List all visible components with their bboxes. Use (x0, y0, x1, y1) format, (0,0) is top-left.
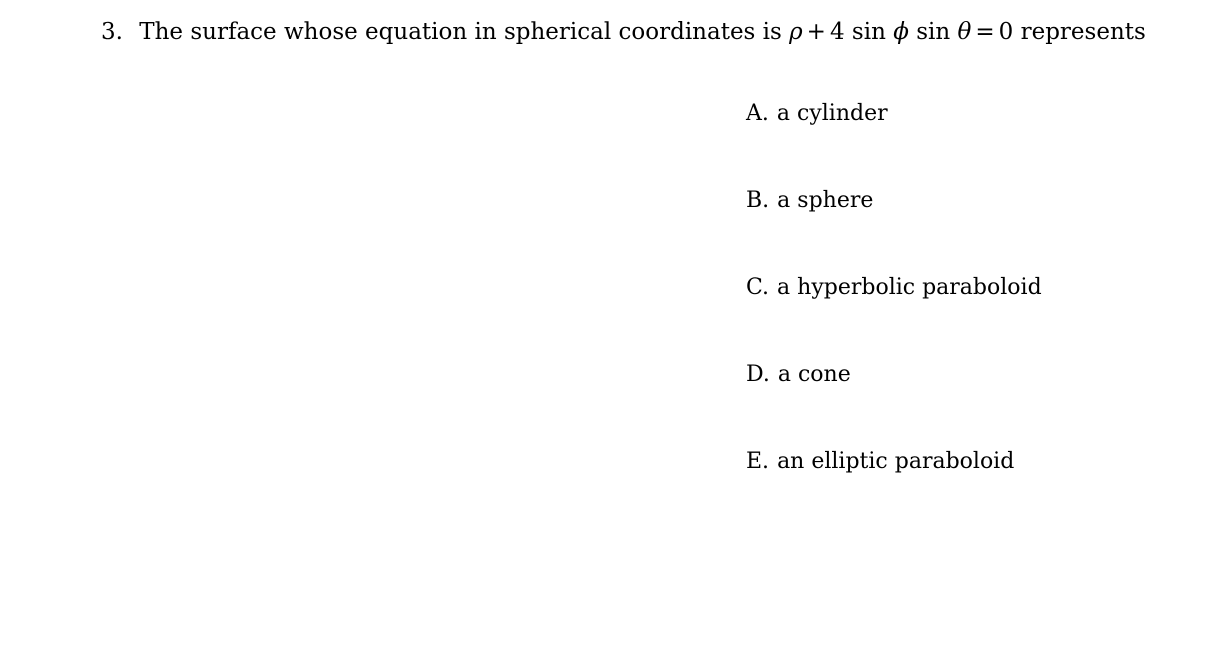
choice-d (746, 361, 1042, 448)
equation-plus: + (806, 19, 826, 45)
choice-text: a cone (777, 362, 851, 387)
choice-a (746, 100, 1042, 187)
choice-e (746, 448, 1042, 535)
question-text-after: represents (1020, 19, 1146, 45)
equation-sin-1: sin (851, 19, 886, 45)
equation-rho: ρ (789, 19, 803, 45)
choice-text: an elliptic paraboloid (777, 449, 1015, 474)
question-prompt (101, 18, 1146, 46)
choice-letter: C. (746, 275, 770, 300)
question-number: 3. (101, 19, 123, 45)
question-text-before: The surface whose equation in spherical coordinates is (139, 19, 782, 45)
answer-choices (746, 100, 1042, 535)
equation-rhs: 0 (998, 19, 1014, 45)
equation-theta: θ (957, 19, 972, 45)
equation-sin-2: sin (916, 19, 951, 45)
equation (789, 19, 1020, 45)
equation-phi: ϕ (893, 19, 909, 45)
choice-text: a sphere (777, 188, 874, 213)
choice-b (746, 187, 1042, 274)
choice-letter: A. (746, 101, 769, 126)
choice-letter: B. (746, 188, 770, 213)
equation-equals: = (975, 19, 995, 45)
choice-text: a hyperbolic paraboloid (777, 275, 1042, 300)
choice-text: a cylinder (776, 101, 888, 126)
equation-coefficient: 4 (829, 19, 845, 45)
choice-letter: D. (746, 362, 770, 387)
choice-letter: E. (746, 449, 770, 474)
choice-c (746, 274, 1042, 361)
